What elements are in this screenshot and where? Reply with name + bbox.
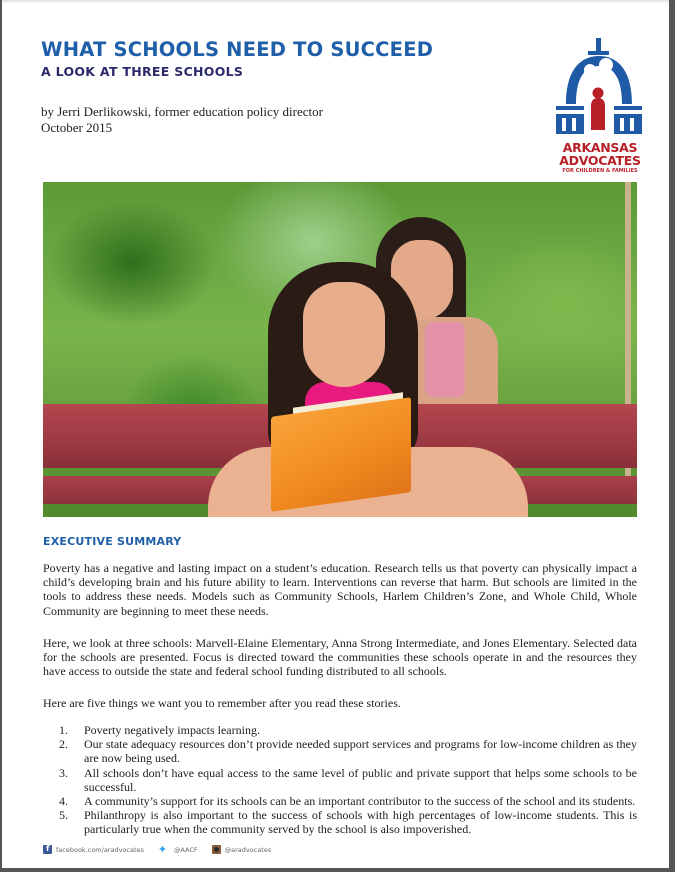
list-text: A community’s support for its schools can be an important contributor to the success of the school and its students.: [84, 794, 636, 809]
document-subtitle: A LOOK AT THREE SCHOOLS: [41, 64, 244, 79]
orange-book: [271, 397, 411, 512]
list-item: [43, 794, 637, 808]
facebook-icon: [43, 845, 52, 854]
list-text: Poverty negatively impacts learning.: [84, 723, 260, 737]
executive-summary-heading: EXECUTIVE SUMMARY: [43, 535, 182, 548]
list-number: 3.: [59, 765, 68, 780]
twitter-handle[interactable]: @AACF: [173, 845, 198, 854]
byline-block: [41, 104, 323, 136]
instagram-icon: [212, 845, 221, 854]
list-text: All schools don’t have equal access to the same level of public and private support that helps some schools to be successful.: [84, 765, 637, 794]
logo-text-arkansas: ARKANSAS: [562, 140, 638, 155]
list-item: [43, 737, 637, 765]
instagram-handle[interactable]: @aradvocates: [224, 845, 272, 854]
summary-paragraph: Here are five things we want you to remember after you read these stories.: [43, 696, 401, 710]
list-number: 1.: [59, 723, 68, 737]
author-line: by Jerri Derlikowski, former education policy director: [41, 104, 323, 119]
list-text: Our state adequacy resources don’t provide needed support services and programs for low-income children as they are now being used.: [84, 737, 637, 766]
photo-girl-front-face: [303, 282, 385, 387]
photo-girl-back-top: [425, 322, 465, 397]
list-item: [43, 723, 637, 737]
list-number: 5.: [59, 808, 68, 823]
publication-date: October 2015: [41, 120, 113, 135]
key-points-list: [43, 723, 637, 837]
list-item: [43, 808, 637, 836]
twitter-icon: ✦: [157, 843, 168, 856]
list-number: 2.: [59, 737, 68, 752]
capitol-family-logo-icon: [552, 38, 648, 138]
facebook-link[interactable]: facebook.com/aradvocates: [56, 845, 144, 854]
summary-paragraph: Here, we look at three schools: Marvell-Elaine Elementary, Anna Strong Intermediate, and Jones Elementary. Selected data for the schools are presented. Focus is directed toward the communities these schools operate in and the resources they have access to outside the state and federal school funding distributed to all schools.: [43, 636, 637, 679]
list-item: [43, 766, 637, 794]
logo-text-advocates: ADVOCATES: [559, 153, 641, 168]
cover-photo: [43, 182, 637, 517]
aacf-logo: [552, 38, 648, 174]
document-page: [2, 0, 669, 868]
social-footer: [43, 845, 271, 854]
logo-text-tagline: FOR CHILDREN & FAMILIES: [562, 168, 638, 174]
summary-paragraph: Poverty has a negative and lasting impact on a student’s education. Research tells us that poverty can physically impact a child’s developing brain and his future ability to learn. Interventions can reverse that harm. But schools are limited in the tools to address these needs. Models such as Community Schools, Harlem Children’s Zone, and Whole Child, Whole Community are beginning to meet these needs.: [43, 561, 637, 618]
document-title: WHAT SCHOOLS NEED TO SUCCEED: [41, 38, 434, 61]
list-text: Philanthropy is also important to the success of schools with high percentages of low-income students. This is particularly true when the community served by the school is also impoverished.: [84, 808, 637, 837]
list-number: 4.: [59, 794, 68, 809]
